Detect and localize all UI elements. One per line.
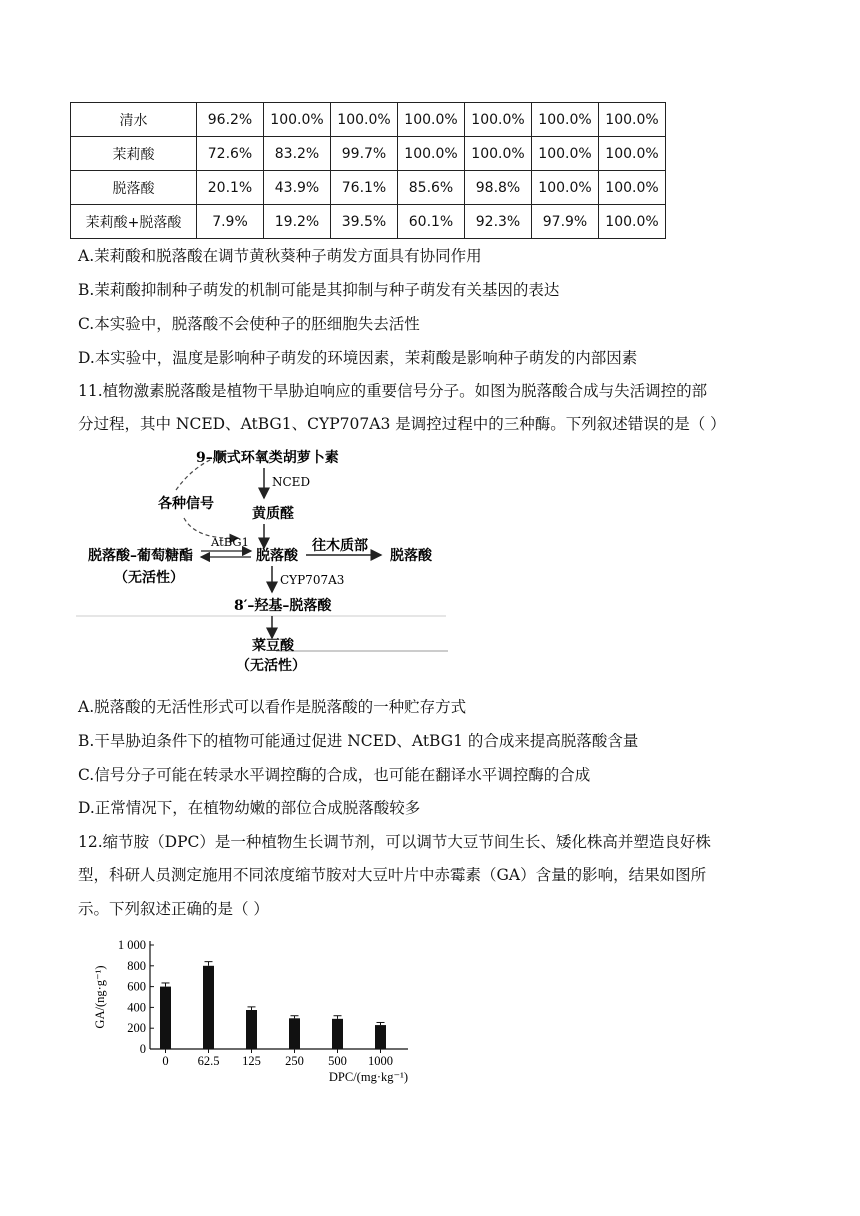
table-cell: 100.0% — [331, 103, 398, 137]
diagram-to-xylem-label: 往木质部 — [312, 538, 368, 554]
table-cell: 20.1% — [197, 171, 264, 205]
diagram-aba-conjugate: 脱落酸–葡萄糖酯 — [88, 548, 193, 564]
table-cell: 83.2% — [264, 137, 331, 171]
diagram-phaseic-acid: 菜豆酸 — [252, 638, 294, 654]
ga-bar-chart — [88, 925, 428, 1085]
q11-stem-line1: 11.植物激素脱落酸是植物干旱胁迫响应的重要信号分子。如图为脱落酸合成与失活调控的部 — [78, 382, 708, 400]
table-cell: 43.9% — [264, 171, 331, 205]
y-tick-label: 0 — [139, 1042, 146, 1056]
table-row — [71, 171, 666, 205]
x-tick-label: 500 — [328, 1054, 347, 1068]
table-cell: 100.0% — [599, 205, 666, 239]
table-cell: 96.2% — [197, 103, 264, 137]
diagram-aba-center: 脱落酸 — [256, 548, 298, 564]
table-cell: 76.1% — [331, 171, 398, 205]
germination-table — [70, 102, 666, 239]
table-cell: 100.0% — [465, 103, 532, 137]
table-cell: 99.7% — [331, 137, 398, 171]
table-cell: 72.6% — [197, 137, 264, 171]
bar — [160, 987, 171, 1049]
q11-option-c: C.信号分子可能在转录水平调控酶的合成，也可能在翻译水平调控酶的合成 — [78, 766, 591, 784]
q12-stem-line3: 示。下列叙述正确的是（ ） — [78, 900, 269, 918]
row-label: 茉莉酸 — [71, 137, 197, 171]
diagram-aba-right: 脱落酸 — [390, 548, 432, 564]
y-tick-label: 200 — [127, 1021, 146, 1036]
x-tick-label: 1000 — [368, 1054, 393, 1068]
bar — [375, 1025, 386, 1049]
table-cell: 100.0% — [532, 103, 599, 137]
bar — [289, 1018, 300, 1049]
row-label: 茉莉酸+脱落酸 — [71, 205, 197, 239]
table-cell: 98.8% — [465, 171, 532, 205]
x-tick-label: 125 — [242, 1054, 261, 1068]
table-cell: 100.0% — [398, 103, 465, 137]
table-cell: 100.0% — [599, 137, 666, 171]
table-cell: 39.5% — [331, 205, 398, 239]
row-label: 清水 — [71, 103, 197, 137]
y-tick-label: 800 — [127, 958, 146, 973]
diagram-inactive-1: （无活性） — [114, 570, 184, 586]
q11-option-a: A.脱落酸的无活性形式可以看作是脱落酸的一种贮存方式 — [78, 698, 467, 716]
q10-option-b: B.茉莉酸抑制种子萌发的机制可能是其抑制与种子萌发有关基因的表达 — [78, 281, 560, 299]
diagram-hydroxy-aba: 8′–羟基–脱落酸 — [234, 598, 332, 614]
q11-option-d: D.正常情况下，在植物幼嫩的部位合成脱落酸较多 — [78, 799, 421, 817]
q10-option-d: D.本实验中，温度是影响种子萌发的环境因素，茉莉酸是影响种子萌发的内部因素 — [78, 349, 638, 367]
table-cell: 60.1% — [398, 205, 465, 239]
table-cell: 100.0% — [532, 171, 599, 205]
x-tick-label: 250 — [285, 1054, 304, 1068]
diagram-cyp-label: CYP707A3 — [280, 573, 345, 587]
table-cell: 100.0% — [465, 137, 532, 171]
table-row — [71, 103, 666, 137]
q12-stem-line1: 12.缩节胺（DPC）是一种植物生长调节剂，可以调节大豆节间生长、矮化株高并塑造良好株 — [78, 833, 711, 851]
bar — [332, 1019, 343, 1049]
table-cell: 100.0% — [264, 103, 331, 137]
diagram-signals-label: 各种信号 — [158, 496, 214, 512]
table-cell: 85.6% — [398, 171, 465, 205]
table-cell: 100.0% — [599, 103, 666, 137]
x-tick-label: 62.5 — [197, 1054, 220, 1068]
q11-stem-line2: 分过程，其中 NCED、AtBG1、CYP707A3 是调控过程中的三种酶。下列叙述错误的是（ ） — [78, 415, 726, 433]
diagram-xanthoxin: 黄质醛 — [252, 506, 294, 522]
q12-stem-line2: 型，科研人员测定施用不同浓度缩节胺对大豆叶片中赤霉素（GA）含量的影响，结果如图所 — [78, 866, 707, 884]
q11-option-b: B.干旱胁迫条件下的植物可能通过促进 NCED、AtBG1 的合成来提高脱落酸含量 — [78, 732, 639, 750]
diagram-nced-label: NCED — [272, 475, 311, 489]
diagram-atbg1-label: AtBG1 — [211, 535, 249, 549]
table-row — [71, 205, 666, 239]
table-cell: 97.9% — [532, 205, 599, 239]
table-cell: 100.0% — [398, 137, 465, 171]
table-cell: 100.0% — [532, 137, 599, 171]
table-cell: 100.0% — [599, 171, 666, 205]
diagram-inactive-2: （无活性） — [236, 658, 306, 674]
x-axis-label: DPC/(mg·kg⁻¹) — [328, 1070, 408, 1084]
table-cell: 7.9% — [197, 205, 264, 239]
row-label: 脱落酸 — [71, 171, 197, 205]
bar — [246, 1010, 257, 1049]
table-cell: 19.2% — [264, 205, 331, 239]
y-tick-label: 600 — [127, 979, 146, 994]
diagram-top-compound: 9–顺式环氧类胡萝卜素 — [196, 450, 339, 466]
y-tick-label: 1 000 — [117, 938, 146, 952]
q10-option-c: C.本实验中，脱落酸不会使种子的胚细胞失去活性 — [78, 315, 420, 333]
y-tick-label: 400 — [127, 1000, 146, 1015]
table-row — [71, 137, 666, 171]
q10-option-a: A.茉莉酸和脱落酸在调节黄秋葵种子萌发方面具有协同作用 — [78, 247, 482, 265]
y-axis-label: GA/(ng·g⁻¹) — [93, 965, 107, 1029]
table-cell: 92.3% — [465, 205, 532, 239]
aba-pathway-diagram — [76, 440, 456, 680]
x-tick-label: 0 — [162, 1054, 169, 1068]
bar — [203, 966, 214, 1049]
